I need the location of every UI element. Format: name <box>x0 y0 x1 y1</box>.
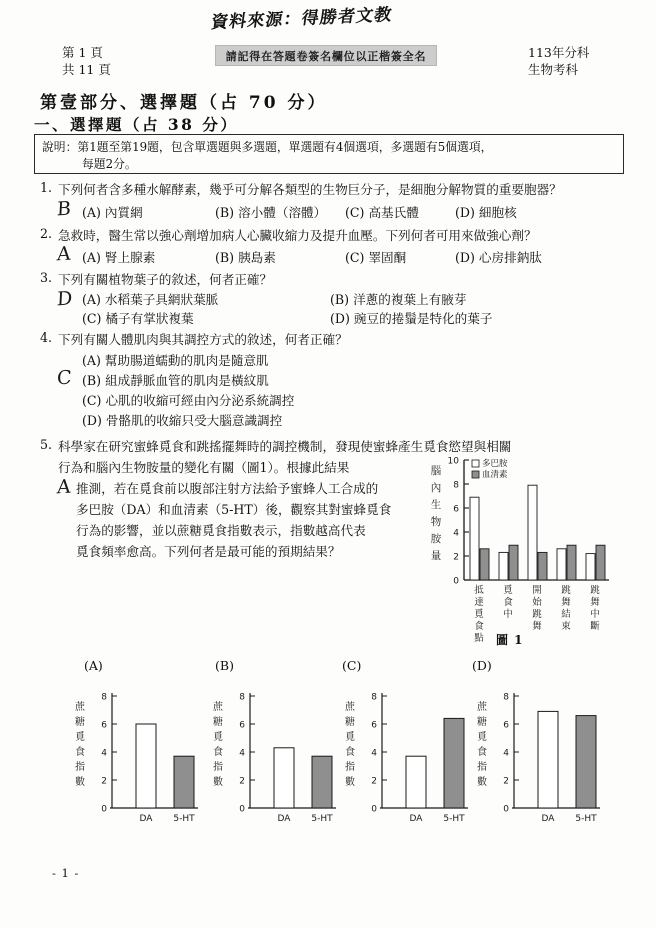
question-4-number: 4. <box>40 330 53 345</box>
svg-text:8: 8 <box>239 692 245 703</box>
question-2-option-d[interactable]: (D) 心房排鈉肽 <box>455 250 542 265</box>
svg-text:食: 食 <box>75 747 85 758</box>
svg-text:6: 6 <box>453 504 459 515</box>
instruction-line-1: 說明：第1題至第19題，包含單選題與多選題，單選題有4個選項，多選題有5個選項， <box>42 140 493 154</box>
svg-text:5-HT: 5-HT <box>311 814 333 824</box>
question-5-stem-line-6: 覓食頻率愈高。下列何者是最可能的預期結果？ <box>76 544 341 559</box>
question-3-option-b[interactable]: (B) 洋蔥的複葉上有腋芽 <box>330 292 467 307</box>
question-5-number: 5. <box>40 437 53 452</box>
svg-text:8: 8 <box>101 692 107 703</box>
svg-text:0: 0 <box>239 804 245 815</box>
svg-text:2: 2 <box>371 776 377 787</box>
svg-text:蔗: 蔗 <box>75 702 85 713</box>
option-a-label: (A) <box>84 658 103 673</box>
svg-text:舞: 舞 <box>590 597 600 608</box>
svg-text:DA: DA <box>541 814 555 824</box>
question-1-option-b[interactable]: (B) 溶小體（溶體） <box>215 205 327 220</box>
svg-text:2: 2 <box>239 776 245 787</box>
svg-text:指: 指 <box>345 762 355 773</box>
subsection-one-title: 一、選擇題（占 38 分） <box>34 115 239 134</box>
svg-text:4: 4 <box>239 748 245 759</box>
question-5-stem-line-2: 行為和腦內生物胺量的變化有關（圖1）。根據此結果 <box>58 460 350 475</box>
option-c-svg <box>330 680 480 845</box>
svg-text:2: 2 <box>453 552 459 563</box>
svg-text:中: 中 <box>503 609 513 620</box>
svg-text:結: 結 <box>561 609 571 620</box>
figure-1-bars <box>470 485 605 580</box>
svg-text:內: 內 <box>430 482 442 494</box>
question-4-option-d[interactable]: (D) 骨骼肌的收縮只受大腦意識調控 <box>82 413 283 428</box>
question-2-stem: 急救時，醫生常以強心劑增加病人心臟收縮力及提升血壓。下列何者可用來做強心劑？ <box>58 228 537 243</box>
svg-text:覓: 覓 <box>75 732 85 743</box>
handwritten-answer-4: C <box>56 366 73 390</box>
question-2-number: 2. <box>40 226 53 241</box>
question-3-number: 3. <box>40 270 53 285</box>
svg-text:覓: 覓 <box>503 585 513 596</box>
option-c-chart[interactable] <box>330 680 480 855</box>
svg-text:6: 6 <box>371 720 377 731</box>
signature-reminder-stamp: 請記得在答題卷簽名欄位以正楷簽全名 <box>215 45 437 66</box>
svg-text:數: 數 <box>477 777 487 788</box>
question-1-stem: 下列何者含多種水解酵素，幾乎可分解各類型的生物巨分子，是細胞分解物質的重要胞器？ <box>58 182 562 197</box>
svg-text:8: 8 <box>453 480 459 491</box>
option-d-label: (D) <box>472 658 492 673</box>
exam-year: 113年分科 <box>528 45 590 60</box>
question-5-stem-line-4: 多巴胺（DA）和血清素（5-HT）後，觀察其對蜜蜂覓食 <box>76 502 392 517</box>
figure-1-y-axis-label <box>431 465 442 562</box>
svg-text:0: 0 <box>453 576 459 587</box>
instruction-line-2: 每題2分。 <box>82 157 137 171</box>
option-d-svg <box>462 680 612 845</box>
svg-text:數: 數 <box>75 777 85 788</box>
svg-text:開: 開 <box>532 585 542 596</box>
svg-text:5-HT: 5-HT <box>173 814 195 824</box>
handwritten-source-note: 資料來源：得勝者文教 <box>209 5 394 33</box>
svg-text:糖: 糖 <box>345 717 355 728</box>
svg-text:斷: 斷 <box>590 621 600 632</box>
svg-text:跳: 跳 <box>561 585 571 596</box>
question-2-option-c[interactable]: (C) 睪固酮 <box>345 250 407 265</box>
question-1-option-c[interactable]: (C) 高基氏體 <box>345 205 419 220</box>
svg-text:指: 指 <box>75 762 85 773</box>
figure-1-legend <box>472 458 508 480</box>
question-4-option-b[interactable]: (B) 組成靜脈血管的肌肉是橫紋肌 <box>82 373 269 388</box>
svg-text:點: 點 <box>474 633 484 644</box>
svg-text:4: 4 <box>503 748 509 759</box>
svg-text:舞: 舞 <box>532 621 542 632</box>
question-5-stem-line-5: 行為的影響，並以蔗糖覓食指數表示，指數越高代表 <box>76 523 366 538</box>
question-1-option-d[interactable]: (D) 細胞核 <box>455 205 517 220</box>
svg-text:糖: 糖 <box>477 717 487 728</box>
svg-text:6: 6 <box>101 720 107 731</box>
svg-text:指: 指 <box>477 762 487 773</box>
svg-text:8: 8 <box>503 692 509 703</box>
question-3-option-c[interactable]: (C) 橘子有掌狀複葉 <box>82 311 194 326</box>
question-1-number: 1. <box>40 180 53 195</box>
svg-text:跳: 跳 <box>590 585 600 596</box>
option-b-chart[interactable] <box>198 680 348 855</box>
svg-text:DA: DA <box>139 814 153 824</box>
svg-text:6: 6 <box>503 720 509 731</box>
svg-text:食: 食 <box>503 597 513 608</box>
option-a-svg <box>60 680 210 845</box>
svg-text:食: 食 <box>477 747 487 758</box>
svg-text:2: 2 <box>101 776 107 787</box>
svg-text:DA: DA <box>277 814 291 824</box>
svg-text:6: 6 <box>239 720 245 731</box>
svg-text:蔗: 蔗 <box>345 702 355 713</box>
page-footer: - 1 - <box>52 866 80 880</box>
exam-subject: 生物考科 <box>528 62 579 77</box>
svg-text:跳: 跳 <box>532 609 542 620</box>
figure-1-svg <box>424 452 624 652</box>
svg-text:覓: 覓 <box>474 609 484 620</box>
question-3-stem: 下列有關植物葉子的敘述，何者正確？ <box>58 272 273 287</box>
svg-text:數: 數 <box>213 777 223 788</box>
svg-text:量: 量 <box>430 550 442 562</box>
exam-identity <box>528 44 589 78</box>
svg-text:蔗: 蔗 <box>213 702 223 713</box>
svg-text:4: 4 <box>101 748 107 759</box>
option-b-label: (B) <box>215 658 234 673</box>
svg-text:糖: 糖 <box>75 717 85 728</box>
question-2-option-a[interactable]: (A) 腎上腺素 <box>82 250 156 265</box>
option-c-label: (C) <box>342 658 362 673</box>
part-one-title: 第壹部分、選擇題（占 70 分） <box>40 93 328 113</box>
svg-text:10: 10 <box>447 456 459 467</box>
page-total: 共 11 頁 <box>62 62 111 77</box>
svg-text:數: 數 <box>345 777 355 788</box>
svg-text:5-HT: 5-HT <box>575 814 597 824</box>
svg-text:DA: DA <box>409 814 423 824</box>
page-counter <box>62 44 111 78</box>
svg-text:糖: 糖 <box>213 717 223 728</box>
page-current: 第 1 頁 <box>62 45 103 60</box>
option-b-svg <box>198 680 348 845</box>
svg-text:物: 物 <box>430 516 442 528</box>
svg-text:5-HT: 5-HT <box>443 814 465 824</box>
question-3-option-d[interactable]: (D) 豌豆的捲鬚是特化的葉子 <box>330 311 493 326</box>
svg-text:生: 生 <box>430 499 442 511</box>
svg-text:4: 4 <box>453 528 459 539</box>
handwritten-answer-1: B <box>56 197 72 221</box>
instruction-box <box>34 134 624 174</box>
handwritten-answer-5: A <box>56 475 72 499</box>
svg-text:食: 食 <box>213 747 223 758</box>
svg-text:蔗: 蔗 <box>477 702 487 713</box>
svg-text:指: 指 <box>213 762 223 773</box>
figure-1-y-ticks <box>448 457 469 587</box>
question-3-option-a[interactable]: (A) 水稻葉子具網狀葉脈 <box>82 292 219 307</box>
question-2-option-b[interactable]: (B) 胰島素 <box>215 250 276 265</box>
question-1-option-a[interactable]: (A) 內質網 <box>82 205 143 220</box>
svg-text:始: 始 <box>532 597 542 608</box>
handwritten-answer-3: D <box>56 287 73 311</box>
question-4-option-c[interactable]: (C) 心肌的收縮可經由內分泌系統調控 <box>82 393 295 408</box>
svg-text:0: 0 <box>101 804 107 815</box>
svg-text:胺: 胺 <box>430 533 442 545</box>
svg-text:0: 0 <box>371 804 377 815</box>
question-4-stem: 下列有關人體肌肉與其調控方式的敘述，何者正確？ <box>58 332 348 347</box>
svg-text:4: 4 <box>371 748 377 759</box>
figure-1-category-labels <box>474 584 600 644</box>
svg-text:覓: 覓 <box>477 732 487 743</box>
svg-text:多巴胺: 多巴胺 <box>482 459 508 469</box>
svg-text:血清素: 血清素 <box>482 470 508 480</box>
svg-text:8: 8 <box>371 692 377 703</box>
figure-1-caption: 圖 1 <box>496 633 524 647</box>
svg-text:腦: 腦 <box>430 465 442 477</box>
svg-text:食: 食 <box>345 747 355 758</box>
svg-text:覓: 覓 <box>345 732 355 743</box>
svg-text:中: 中 <box>590 609 600 620</box>
handwritten-answer-2: A <box>56 242 72 266</box>
svg-text:0: 0 <box>503 804 509 815</box>
figure-1-chart <box>424 452 624 652</box>
svg-text:達: 達 <box>474 597 484 608</box>
question-4-option-a[interactable]: (A) 幫助腸道蠕動的肌肉是隨意肌 <box>82 353 269 368</box>
svg-text:束: 束 <box>561 621 571 632</box>
svg-text:舞: 舞 <box>561 597 571 608</box>
option-d-chart[interactable] <box>462 680 612 855</box>
question-5-stem-line-1: 科學家在研究蜜蜂覓食和跳搖擺舞時的調控機制，發現使蜜蜂產生覓食慾望與相關 <box>58 439 512 454</box>
svg-text:食: 食 <box>474 621 484 632</box>
svg-text:2: 2 <box>503 776 509 787</box>
question-5-stem-line-3: 推測，若在覓食前以腹部注射方法給予蜜蜂人工合成的 <box>76 481 379 496</box>
option-a-chart[interactable] <box>60 680 210 855</box>
svg-text:抵: 抵 <box>474 585 484 596</box>
svg-text:覓: 覓 <box>213 732 223 743</box>
